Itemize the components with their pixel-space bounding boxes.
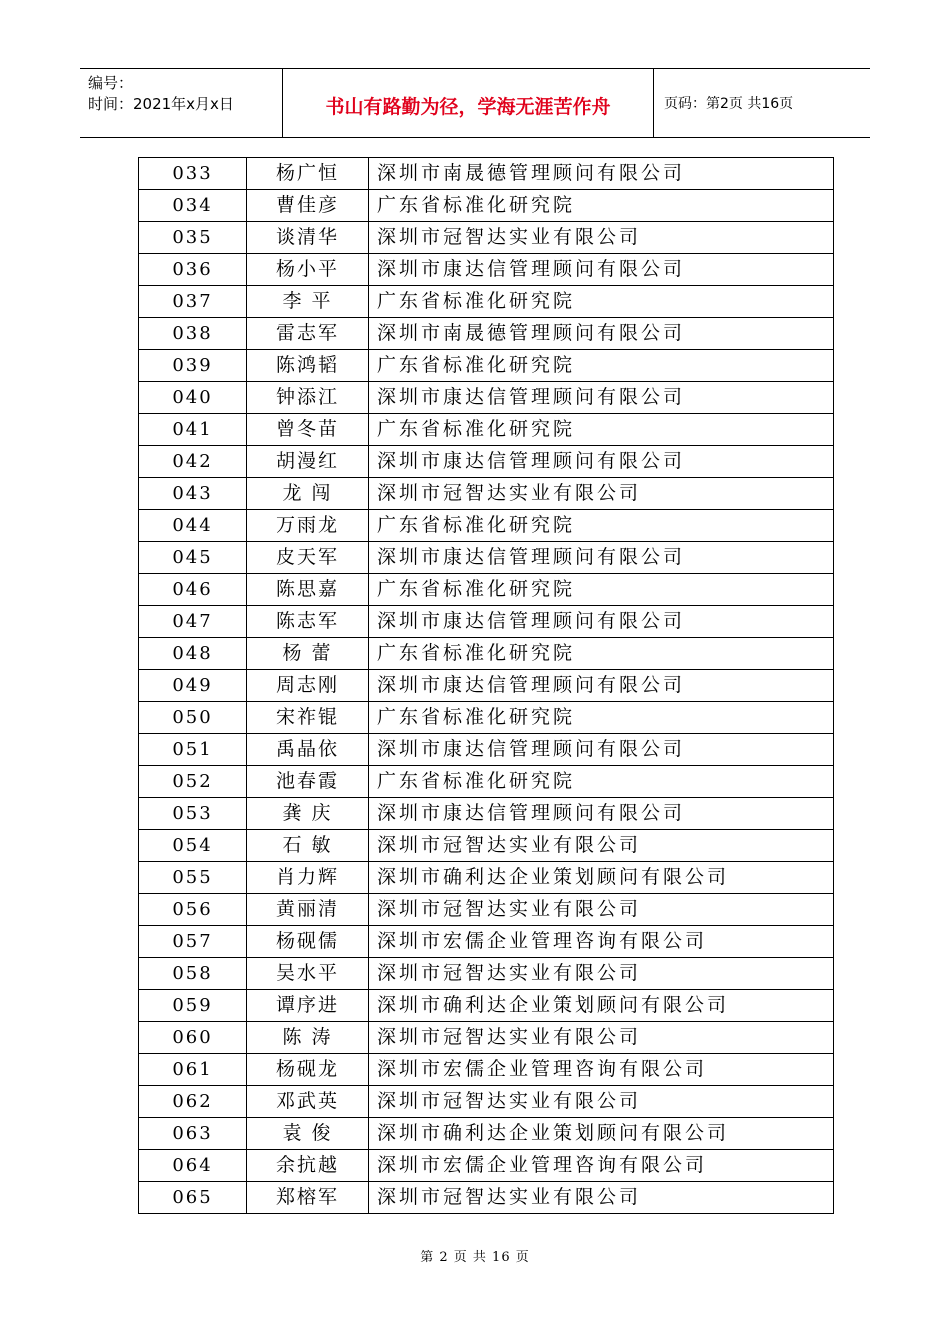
row-organization: 深圳市宏儒企业管理咨询有限公司 — [369, 1150, 834, 1182]
row-name: 禹晶依 — [247, 734, 369, 766]
row-organization: 深圳市确利达企业策划顾问有限公司 — [369, 990, 834, 1022]
row-organization: 深圳市康达信管理顾问有限公司 — [369, 734, 834, 766]
table-row — [139, 606, 834, 638]
roster-table — [138, 157, 834, 1214]
row-organization: 广东省标准化研究院 — [369, 702, 834, 734]
table-row — [139, 862, 834, 894]
table-row — [139, 990, 834, 1022]
row-number: 046 — [139, 574, 247, 606]
row-number: 047 — [139, 606, 247, 638]
table-row — [139, 894, 834, 926]
row-organization: 深圳市冠智达实业有限公司 — [369, 222, 834, 254]
table-row — [139, 1086, 834, 1118]
table-row — [139, 478, 834, 510]
row-number: 045 — [139, 542, 247, 574]
row-number: 050 — [139, 702, 247, 734]
row-number: 034 — [139, 190, 247, 222]
row-name: 龚 庆 — [247, 798, 369, 830]
row-number: 043 — [139, 478, 247, 510]
row-number: 051 — [139, 734, 247, 766]
row-organization: 深圳市康达信管理顾问有限公司 — [369, 446, 834, 478]
table-row — [139, 158, 834, 190]
table-row — [139, 350, 834, 382]
row-name: 谭序进 — [247, 990, 369, 1022]
row-organization: 深圳市冠智达实业有限公司 — [369, 478, 834, 510]
row-name: 雷志军 — [247, 318, 369, 350]
row-name: 杨砚儒 — [247, 926, 369, 958]
row-name: 郑榕军 — [247, 1182, 369, 1214]
row-name: 陈思嘉 — [247, 574, 369, 606]
table-row — [139, 222, 834, 254]
table-row — [139, 318, 834, 350]
row-number: 044 — [139, 510, 247, 542]
row-name: 袁 俊 — [247, 1118, 369, 1150]
row-number: 038 — [139, 318, 247, 350]
row-name: 曾冬苗 — [247, 414, 369, 446]
row-organization: 深圳市冠智达实业有限公司 — [369, 894, 834, 926]
row-name: 周志刚 — [247, 670, 369, 702]
row-name: 吴水平 — [247, 958, 369, 990]
row-organization: 深圳市康达信管理顾问有限公司 — [369, 798, 834, 830]
table-row — [139, 446, 834, 478]
page-footer: 第 2 页 共 16 页 — [420, 1250, 530, 1265]
row-organization: 深圳市冠智达实业有限公司 — [369, 830, 834, 862]
table-row — [139, 1118, 834, 1150]
page-header — [80, 68, 870, 138]
row-name: 邓武英 — [247, 1086, 369, 1118]
row-number: 062 — [139, 1086, 247, 1118]
table-row — [139, 1054, 834, 1086]
row-organization: 广东省标准化研究院 — [369, 510, 834, 542]
row-number: 048 — [139, 638, 247, 670]
row-number: 041 — [139, 414, 247, 446]
row-number: 042 — [139, 446, 247, 478]
row-name: 余抗越 — [247, 1150, 369, 1182]
table-row — [139, 1150, 834, 1182]
row-organization: 广东省标准化研究院 — [369, 574, 834, 606]
table-row — [139, 670, 834, 702]
row-name: 陈 涛 — [247, 1022, 369, 1054]
row-name: 肖力辉 — [247, 862, 369, 894]
table-row — [139, 702, 834, 734]
row-number: 057 — [139, 926, 247, 958]
row-number: 064 — [139, 1150, 247, 1182]
row-organization: 深圳市冠智达实业有限公司 — [369, 1182, 834, 1214]
row-organization: 深圳市康达信管理顾问有限公司 — [369, 606, 834, 638]
row-number: 039 — [139, 350, 247, 382]
table-row — [139, 286, 834, 318]
date-label: 时间：2021年x月x日 — [88, 95, 234, 113]
row-number: 040 — [139, 382, 247, 414]
row-name: 杨广恒 — [247, 158, 369, 190]
table-row — [139, 1022, 834, 1054]
table-row — [139, 926, 834, 958]
row-organization: 广东省标准化研究院 — [369, 638, 834, 670]
row-number: 065 — [139, 1182, 247, 1214]
row-number: 054 — [139, 830, 247, 862]
row-name: 黄丽清 — [247, 894, 369, 926]
row-organization: 广东省标准化研究院 — [369, 414, 834, 446]
row-organization: 深圳市确利达企业策划顾问有限公司 — [369, 1118, 834, 1150]
serial-label: 编号： — [88, 74, 134, 92]
table-row — [139, 254, 834, 286]
row-name: 宋祚锟 — [247, 702, 369, 734]
row-name: 曹佳彦 — [247, 190, 369, 222]
row-organization: 广东省标准化研究院 — [369, 190, 834, 222]
row-organization: 广东省标准化研究院 — [369, 286, 834, 318]
row-organization: 深圳市康达信管理顾问有限公司 — [369, 670, 834, 702]
row-organization: 深圳市南晟德管理顾问有限公司 — [369, 158, 834, 190]
row-number: 055 — [139, 862, 247, 894]
row-organization: 深圳市冠智达实业有限公司 — [369, 1022, 834, 1054]
row-organization: 深圳市确利达企业策划顾问有限公司 — [369, 862, 834, 894]
table-row — [139, 638, 834, 670]
row-number: 060 — [139, 1022, 247, 1054]
row-number: 035 — [139, 222, 247, 254]
header-motto: 书山有路勤为径，学海无涯苦作舟 — [283, 69, 654, 137]
table-row — [139, 382, 834, 414]
row-name: 池春霞 — [247, 766, 369, 798]
row-name: 万雨龙 — [247, 510, 369, 542]
table-row — [139, 798, 834, 830]
header-page-info: 页码：第2页 共16页 — [664, 96, 794, 112]
row-organization: 深圳市冠智达实业有限公司 — [369, 1086, 834, 1118]
table-row — [139, 542, 834, 574]
row-organization: 深圳市康达信管理顾问有限公司 — [369, 542, 834, 574]
row-organization: 深圳市宏儒企业管理咨询有限公司 — [369, 926, 834, 958]
table-row — [139, 574, 834, 606]
row-number: 033 — [139, 158, 247, 190]
table-row — [139, 958, 834, 990]
row-organization: 广东省标准化研究院 — [369, 766, 834, 798]
row-name: 石 敏 — [247, 830, 369, 862]
row-name: 钟添江 — [247, 382, 369, 414]
row-organization: 广东省标准化研究院 — [369, 350, 834, 382]
table-row — [139, 734, 834, 766]
row-name: 龙 闯 — [247, 478, 369, 510]
row-number: 037 — [139, 286, 247, 318]
row-organization: 深圳市南晟德管理顾问有限公司 — [369, 318, 834, 350]
row-number: 036 — [139, 254, 247, 286]
table-row — [139, 510, 834, 542]
row-number: 053 — [139, 798, 247, 830]
row-organization: 深圳市康达信管理顾问有限公司 — [369, 254, 834, 286]
table-row — [139, 766, 834, 798]
row-name: 皮天军 — [247, 542, 369, 574]
header-meta — [80, 69, 283, 137]
row-name: 杨砚龙 — [247, 1054, 369, 1086]
row-name: 陈志军 — [247, 606, 369, 638]
roster-body — [139, 158, 834, 1214]
row-number: 059 — [139, 990, 247, 1022]
row-number: 049 — [139, 670, 247, 702]
table-row — [139, 414, 834, 446]
row-number: 056 — [139, 894, 247, 926]
row-number: 052 — [139, 766, 247, 798]
row-name: 杨 蕾 — [247, 638, 369, 670]
row-number: 061 — [139, 1054, 247, 1086]
row-number: 058 — [139, 958, 247, 990]
table-row — [139, 1182, 834, 1214]
row-organization: 深圳市康达信管理顾问有限公司 — [369, 382, 834, 414]
row-organization: 深圳市宏儒企业管理咨询有限公司 — [369, 1054, 834, 1086]
table-row — [139, 830, 834, 862]
row-name: 胡漫红 — [247, 446, 369, 478]
row-name: 李 平 — [247, 286, 369, 318]
row-organization: 深圳市冠智达实业有限公司 — [369, 958, 834, 990]
row-name: 谈清华 — [247, 222, 369, 254]
row-number: 063 — [139, 1118, 247, 1150]
row-name: 杨小平 — [247, 254, 369, 286]
table-row — [139, 190, 834, 222]
row-name: 陈鸿韬 — [247, 350, 369, 382]
